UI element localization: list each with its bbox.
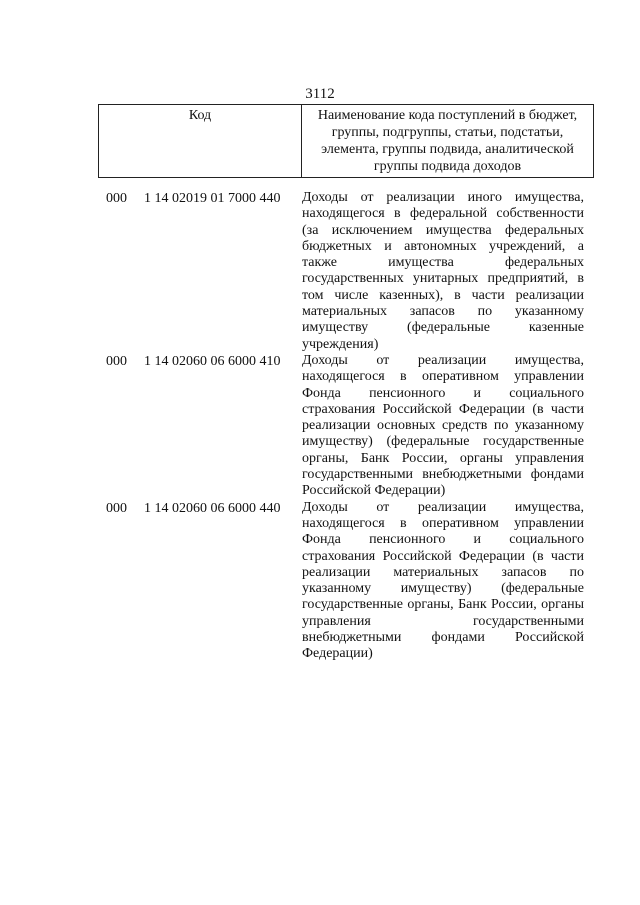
row-income-code: 1 14 02019 01 7000 440 xyxy=(144,191,281,206)
table-header xyxy=(98,104,594,178)
table-row xyxy=(106,353,590,500)
table-row xyxy=(106,500,590,663)
row-income-code: 1 14 02060 06 6000 410 xyxy=(144,353,281,369)
table-row xyxy=(106,190,590,353)
row-group-code: 000 xyxy=(106,353,127,369)
row-description: Доходы от реализации имущества, находящегося в оперативном управлении Фонда пенсионного и социального страхования Российской Федерации (в части реализации основных средств по указанному имуществу) (федеральные государственные органы, Банк России, органы управления государственными внебюджетными фондами Российской Федерации) xyxy=(302,352,584,499)
page-number: 3112 xyxy=(305,86,335,102)
row-group-code: 000 xyxy=(106,191,127,206)
row-description: Доходы от реализации иного имущества, находящегося в федеральной собственности (за исключением имущества федеральных бюджетных и автономных учреждений, а также имущества федеральных государственных унитарных предприятий, в том числе казенных), в части реализации материальных запасов по указанному имуществу (федеральные казенные учреждения) xyxy=(302,190,584,352)
header-name-cell: Наименование кода поступлений в бюджет, группы, подгруппы, статьи, подстатьи, элемента, группы подвида, аналитической группы подвида доходов xyxy=(302,105,594,178)
row-description: Доходы от реализации имущества, находящегося в оперативном управлении Фонда пенсионного и социального страхования Российской Федерации (в части реализации материальных запасов по указанному имуществу) (федеральные государственные органы, Банк России, органы управления государственными внебюджетными фондами Российской Федерации) xyxy=(302,499,584,662)
row-group-code: 000 xyxy=(106,500,127,516)
income-codes-list xyxy=(106,190,590,663)
row-income-code: 1 14 02060 06 6000 440 xyxy=(144,500,281,516)
header-code-cell: Код xyxy=(99,105,302,178)
